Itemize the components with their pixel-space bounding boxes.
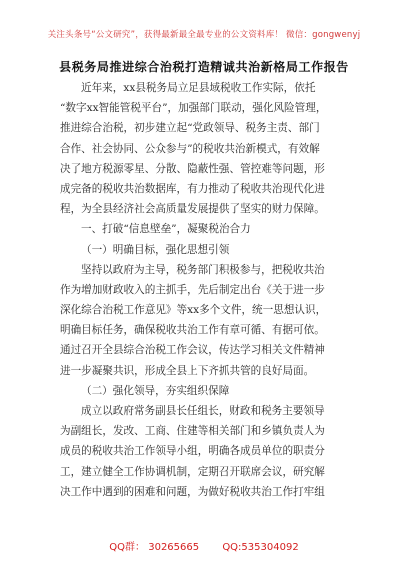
promo-banner: 关注头条号“公文研究”，获得最新最全最专业的公文资料库！ 微信：gongwenyj (47, 30, 361, 40)
document-body (60, 78, 354, 502)
paragraph-line: 工，建立健全工作协调机制，定期召开联席会议，研究解 (60, 465, 325, 478)
subsection-heading: （一）明确目标，强化思想引领 (81, 243, 230, 256)
paragraph-line: 明确目标任务，确保税收共治工作有章可循、有据可依。 (60, 324, 325, 337)
page-title: 县税务局推进综合治税打造精诚共治新格局工作报告 (59, 60, 349, 74)
paragraph-line: 为副组长，发改、工商、住建等相关部门和乡镇负责人为 (60, 425, 325, 438)
paragraph-line: 进一步凝聚共识，形成全县上下齐抓共管的良好局面。 (60, 364, 315, 377)
paragraph-line: 推进综合治税，初步建立起“党政领导、税务主责、部门 (60, 122, 320, 135)
paragraph-line: 合作、社会协同、公众参与”的税收共治新模式，有效解 (60, 142, 320, 155)
paragraph-line: 决工作中遇到的困难和问题，为做好税收共治工作打牢组 (60, 485, 325, 498)
qq-contact-text: QQ:535304092 (222, 542, 299, 553)
paragraph-line: 成立以政府常务副县长任组长，财政和税务主要领导 (81, 405, 325, 417)
paragraph-line: 坚持以政府为主导，税务部门积极参与，把税收共治 (81, 263, 325, 276)
paragraph-line: 成完备的税收共治数据库，有力推动了税收共治现代化进 (60, 182, 325, 195)
paragraph-line: “数字xx智能管税平台”，加强部门联动，强化风险管理， (60, 102, 327, 115)
paragraph-line: 深化综合治税工作意见》等xx多个文件，统一思想认识， (60, 304, 327, 317)
paragraph-line: 通过召开全县综合治税工作会议，传达学习相关文件精神 (60, 344, 325, 357)
paragraph-line: 近年来，xx县税务局立足县域税收工作实际，依托 (81, 82, 316, 94)
paragraph-line: 决了地方税源零星、分散、隐蔽性强、管控难等问题，形 (60, 162, 325, 175)
subsection-heading: （二）强化领导，夯实组织保障 (81, 384, 230, 397)
paragraph-line: 成员的税收共治工作领导小组，明确各成员单位的职责分 (60, 445, 325, 458)
paragraph-line: 作为增加财政收入的主抓手，先后制定出台《关于进一步 (60, 283, 325, 296)
paragraph-line: 程，为全县经济社会高质量发展提供了坚实的财力保障。 (60, 203, 325, 216)
qq-group-text: QQ群： 30265665 (109, 542, 200, 553)
section-heading: 一、打破“信息壁垒”，凝聚税治合力 (81, 223, 251, 236)
footer-contact (0, 538, 408, 553)
